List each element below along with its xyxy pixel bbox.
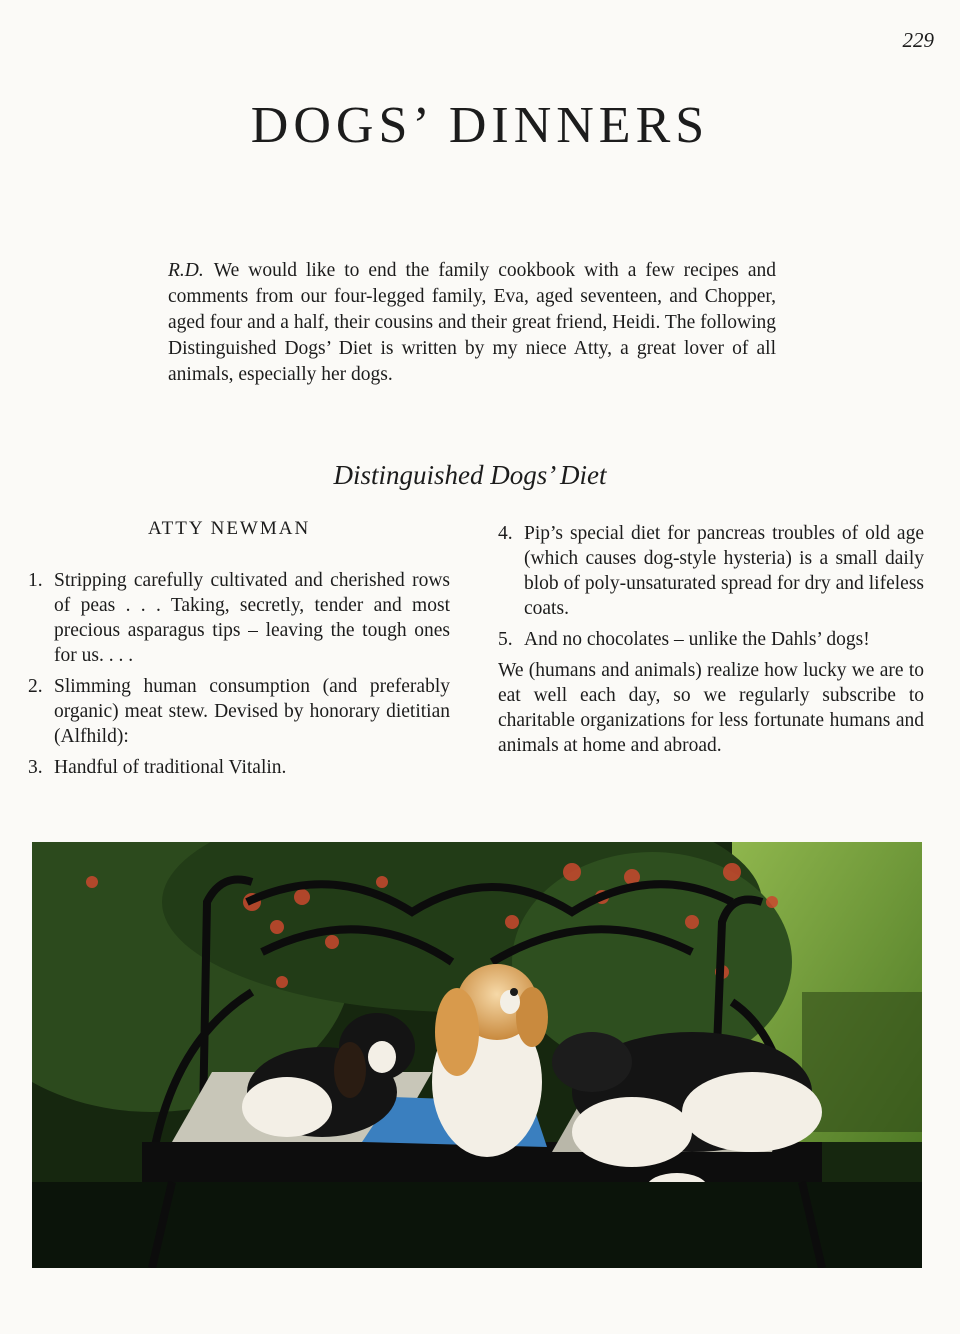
intro-text: We would like to end the family cookbook with a few recipes and comments from our four-legged family, Eva, aged seventeen, and Chopper, aged four and a half, their cousins and their great friend, Heidi. The following Distinguished Dogs’ Diet is written by my niece Atty, a great lover of all animals, especially her dogs. (168, 260, 776, 385)
photo-illustration (32, 842, 922, 1268)
intro-paragraph (168, 258, 776, 388)
list-item-number: 3. (28, 757, 43, 778)
list-item-number: 4. (498, 523, 513, 544)
intro-initials: R.D. (168, 260, 204, 281)
list-item (498, 521, 924, 621)
list-item-number: 2. (28, 676, 43, 697)
left-column (28, 568, 450, 786)
list-item (28, 674, 450, 749)
list-item (28, 568, 450, 668)
chapter-title: DOGS’ DINNERS (250, 97, 710, 154)
list-item (28, 755, 450, 780)
right-column (498, 521, 924, 758)
list-item (498, 627, 924, 652)
list-item-number: 5. (498, 629, 513, 650)
list-item-number: 1. (28, 570, 43, 591)
dogs-on-bench-photo (32, 842, 922, 1268)
list-item-text: Slimming human consumption (and preferably organic) meat stew. Devised by honorary dietitian (Alfhild): (54, 676, 450, 747)
list-item-text: And no chocolates – unlike the Dahls’ dogs! (524, 629, 870, 650)
list-item-text: Stripping carefully cultivated and cherished rows of peas . . . Taking, secretly, tender and most precious asparagus tips – leaving the tough ones for us. . . . (54, 570, 450, 666)
closing-paragraph: We (humans and animals) realize how lucky we are to eat well each day, so we regularly subscribe to charitable organizations for less fortunate humans and animals at home and abroad. (498, 660, 924, 756)
list-item-text: Pip’s special diet for pancreas troubles of old age (which causes dog-style hysteria) is a small daily blob of poly-unsaturated spread for dry and lifeless coats. (524, 523, 924, 619)
list-item-text: Handful of traditional Vitalin. (54, 757, 287, 778)
section-title: Distinguished Dogs’ Diet (333, 460, 607, 490)
author-name: ATTY NEWMAN (148, 518, 311, 539)
page-number: 229 (902, 28, 934, 52)
